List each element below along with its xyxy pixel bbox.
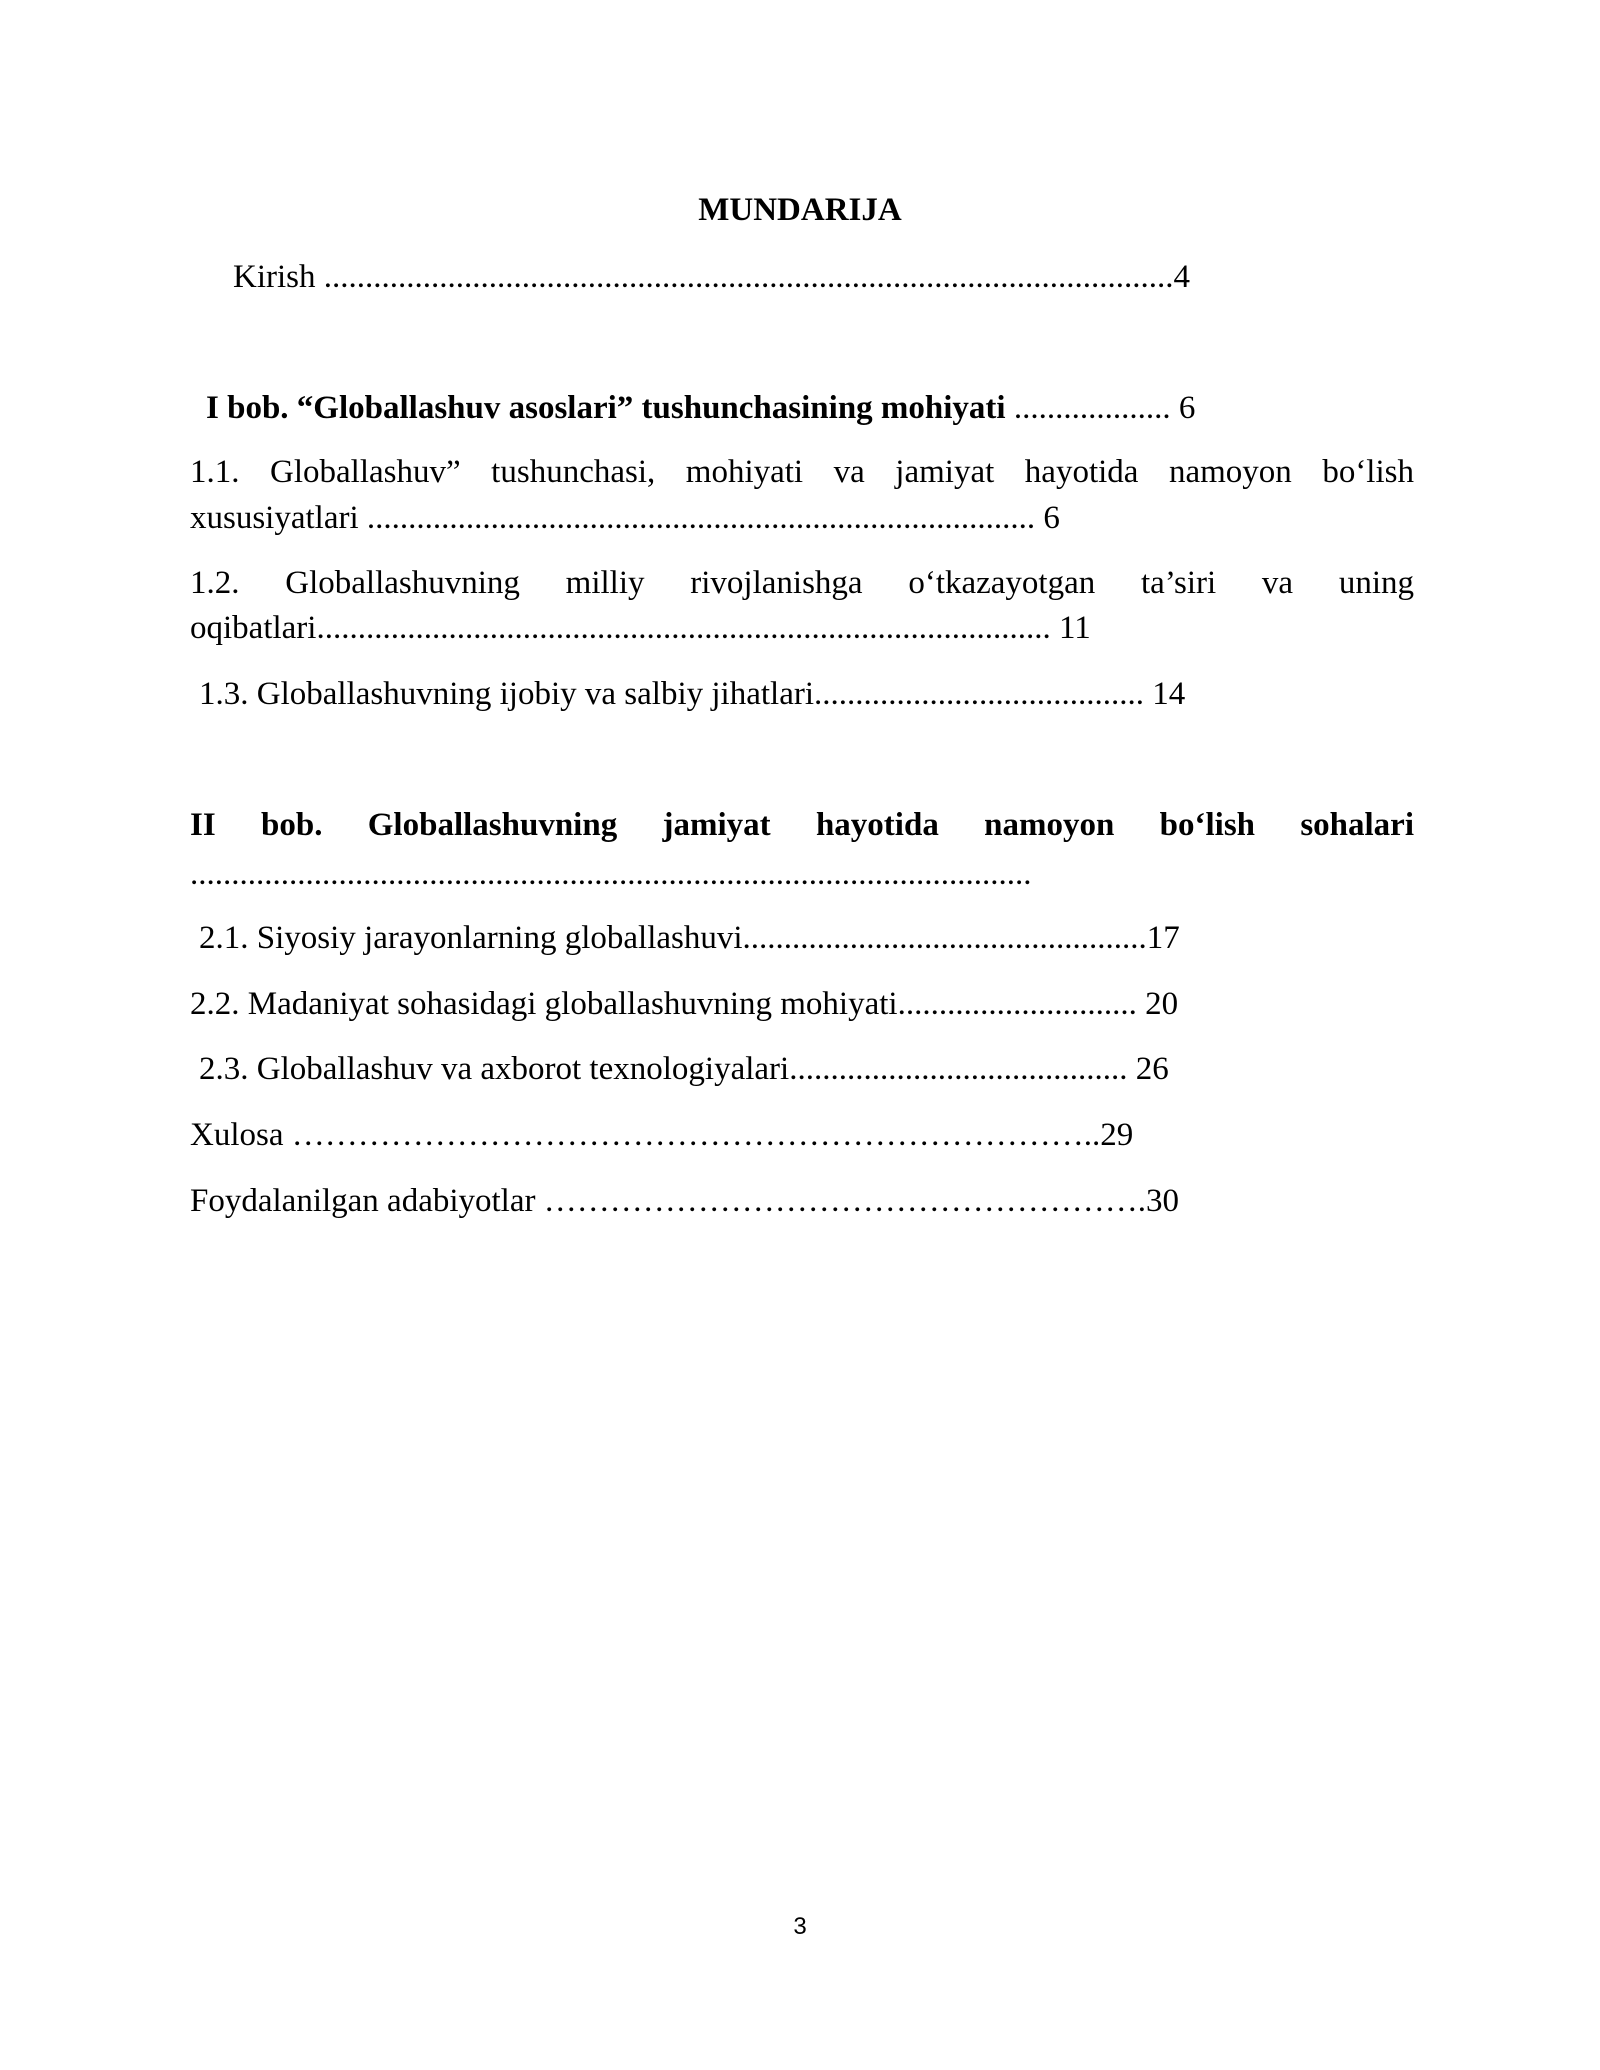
page-title: MUNDARIJA — [698, 192, 902, 228]
toc-leader-dots: ................................................................................. — [366, 500, 1044, 536]
toc-leader-dots: ......................................................................................... — [316, 610, 1059, 646]
toc-entry-2-2 — [190, 982, 1178, 1026]
toc-entry-text: 2.3. Globallashuv va axborot texnologiyalari — [199, 1051, 790, 1087]
toc-leader-dots: ............................. — [897, 986, 1146, 1022]
toc-entry-text: xususiyatlari — [190, 500, 367, 536]
toc-page-number: 30 — [1146, 1183, 1179, 1219]
toc-entry-1-1-line2 — [190, 496, 1060, 540]
toc-leader-dots: ……………………………………………………………….. — [291, 1117, 1101, 1153]
toc-leader-dots: ........................................ — [814, 676, 1153, 712]
toc-entry-1-2-line2 — [190, 606, 1091, 650]
toc-entry-text: Foydalanilgan adabiyotlar — [190, 1183, 544, 1219]
toc-entry-text: 1.3. Globallashuvning ijobiy va salbiy jihatlari — [199, 676, 814, 712]
toc-entry-xulosa — [190, 1113, 1133, 1157]
toc-leader-dots: ................................................. — [742, 920, 1147, 956]
toc-entry-text: Kirish — [233, 259, 324, 295]
toc-entry-text: oqibatlari — [190, 610, 317, 646]
toc-entry-text: 2.2. Madaniyat sohasidagi globallashuvning mohiyati — [190, 986, 898, 1022]
page-number: 3 — [793, 1913, 807, 1940]
toc-entry-1-1-line1: 1.1. Globallashuv” tushunchasi, mohiyati va jamiyat hayotida namoyon bo‘lish — [190, 454, 1414, 490]
toc-entry-references — [190, 1179, 1179, 1223]
toc-page-number: 20 — [1145, 986, 1179, 1022]
toc-entry-chapter-2-line1: II bob. Globallashuvning jamiyat hayotida namoyon bo‘lish sohalari — [190, 807, 1414, 843]
toc-entry-text: 2.1. Siyosiy jarayonlarning globallashuvi — [199, 920, 743, 956]
toc-page-number: 17 — [1146, 920, 1180, 956]
toc-page-number: 26 — [1135, 1051, 1169, 1087]
toc-entry-text: I bob. “Globallashuv asoslari” tushunchasining mohiyati — [206, 390, 1006, 426]
toc-entry-chapter-1 — [206, 386, 1195, 430]
toc-leader-dots: ………………………………………………. — [543, 1183, 1146, 1219]
toc-page-number: 6 — [1178, 390, 1196, 426]
toc-leader-dots: ......................................... — [789, 1051, 1136, 1087]
toc-entry-1-3 — [199, 672, 1185, 716]
toc-entry-text: Xulosa — [190, 1117, 292, 1153]
toc-page-number: 29 — [1100, 1117, 1134, 1153]
toc-leader-dots: ................... — [1005, 390, 1179, 426]
toc-page-number: 14 — [1152, 676, 1186, 712]
toc-page-number: 4 — [1173, 259, 1190, 295]
toc-entry-chapter-2-dots: ...................................................................................................... — [190, 856, 1032, 892]
toc-entry-1-2-line1: 1.2. Globallashuvning milliy rivojlanishga o‘tkazayotgan ta’siri va uning — [190, 565, 1414, 601]
toc-entry-kirish — [233, 255, 1190, 299]
toc-page-number: 11 — [1058, 610, 1091, 646]
toc-leader-dots: ....................................................................................................... — [323, 259, 1174, 295]
toc-entry-2-3 — [199, 1047, 1169, 1091]
toc-entry-2-1 — [199, 916, 1180, 960]
toc-page-number: 6 — [1043, 500, 1060, 536]
